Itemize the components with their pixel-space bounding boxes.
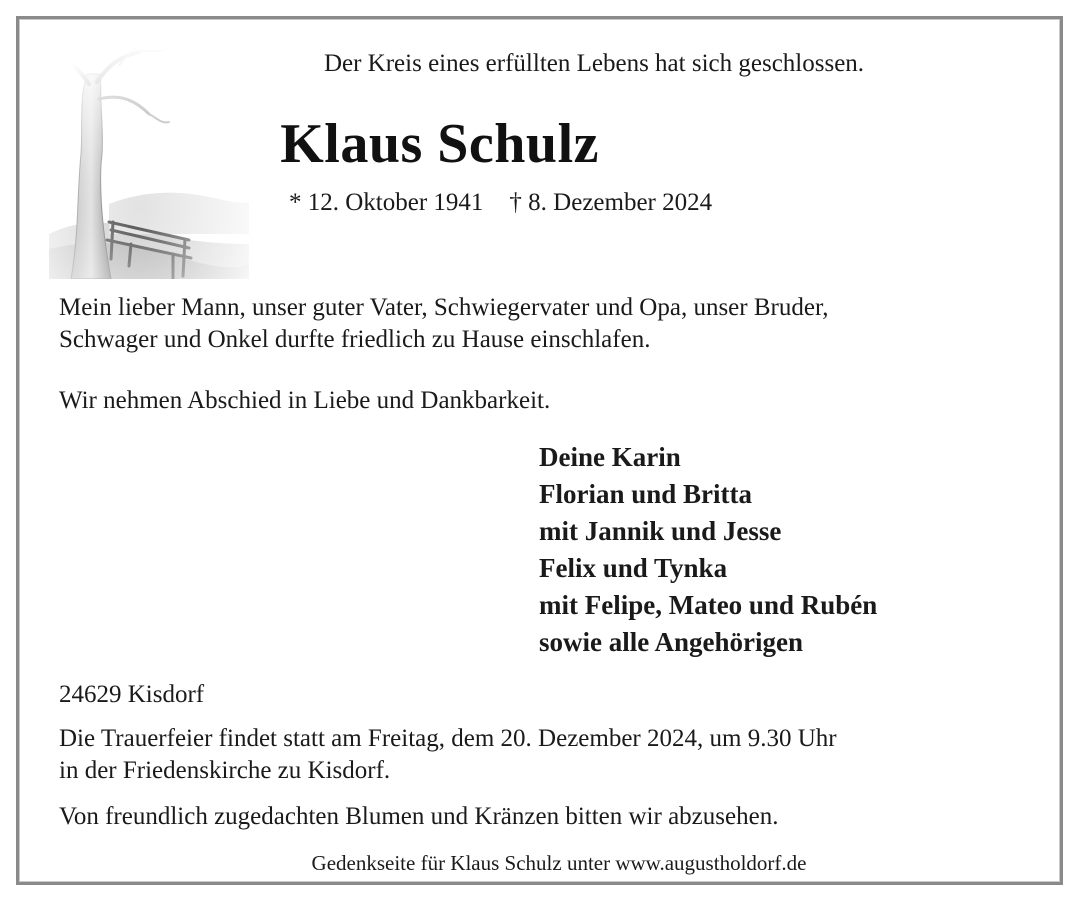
intro-line: Mein lieber Mann, unser guter Vater, Schwiegervater und Opa, unser Bruder, [59,294,829,321]
life-dates [289,187,712,219]
obituary-notice [16,16,1063,885]
signer: mit Jannik und Jesse [539,516,782,546]
signer: sowie alle Angehörigen [539,627,803,657]
ceremony-paragraph [59,723,1049,787]
birth-date: * 12. Oktober 1941 [289,189,484,216]
signer: mit Felipe, Mateo und Rubén [539,590,878,620]
intro-paragraph [59,292,1049,356]
signer: Florian und Britta [539,479,753,509]
death-date: † 8. Dezember 2024 [509,189,713,216]
farewell-line: Wir nehmen Abschied in Liebe und Dankbarkeit. [59,387,551,414]
deceased-name: Klaus Schulz [280,113,599,175]
ceremony-line: Die Trauerfeier findet statt am Freitag, dem 20. Dezember 2024, um 9.30 Uhr [59,725,837,752]
memorial-page-footer: Gedenkseite für Klaus Schulz unter www.augustholdorf.de [311,851,807,875]
place-line: 24629 Kisdorf [59,681,205,708]
opening-line: Der Kreis eines erfüllten Lebens hat sich geschlossen. [323,50,865,77]
flowers-note: Von freundlich zugedachten Blumen und Kränzen bitten wir abzusehen. [59,803,779,830]
intro-line: Schwager und Onkel durfte friedlich zu Hause einschlafen. [59,326,651,353]
signer: Deine Karin [539,442,681,472]
ceremony-line: in der Friedenskirche zu Kisdorf. [59,757,391,784]
signers-list [539,439,877,661]
signer: Felix und Tynka [539,553,728,583]
